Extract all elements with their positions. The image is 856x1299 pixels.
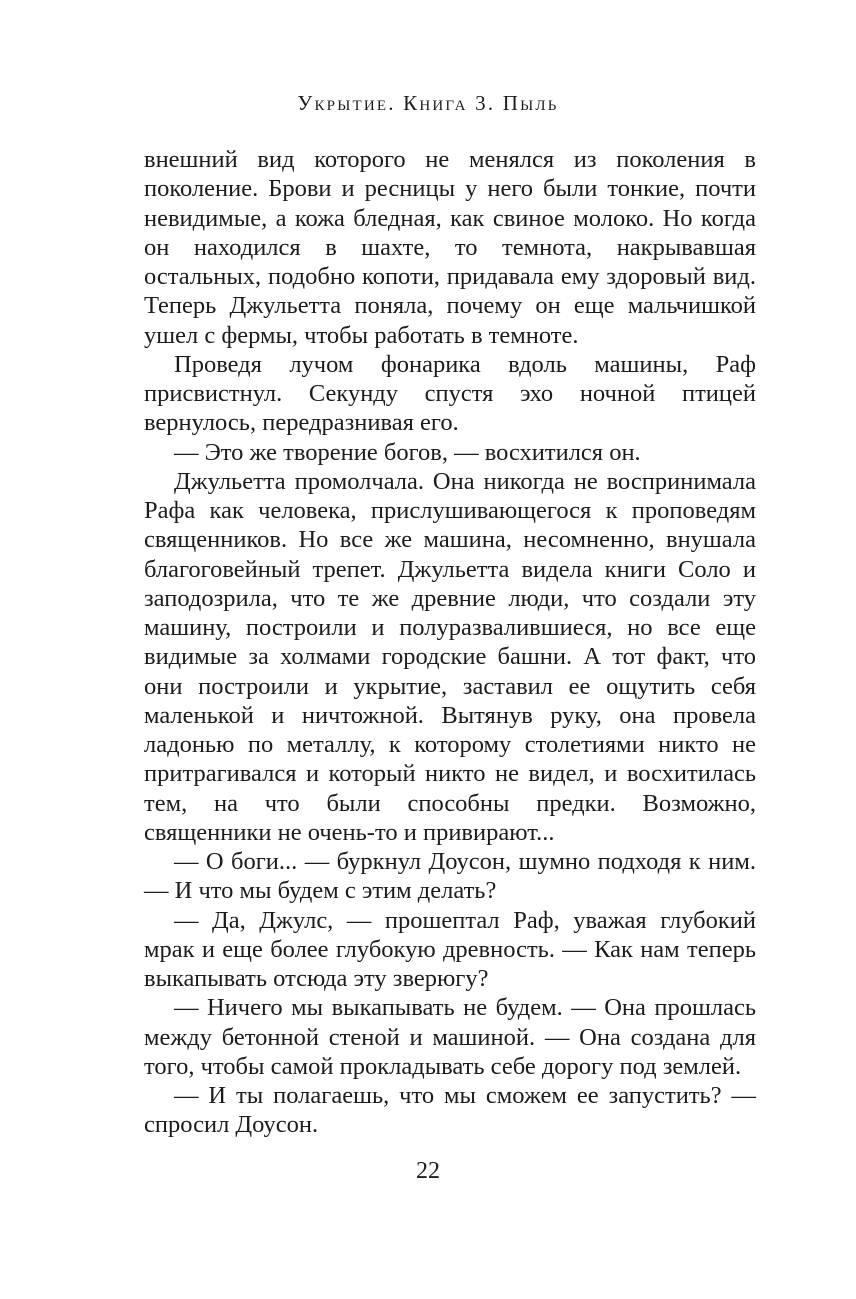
paragraph: — Да, Джулс, — прошептал Раф, уважая глубокий мрак и еще более глубокую древность. — Как нам теперь выкапывать отсюда эту зверюгу? [144,906,756,992]
paragraph: — О боги... — буркнул Доусон, шумно подходя к ним. — И что мы будем с этим делать? [144,848,756,905]
page-number: 22 [416,1158,440,1184]
paragraph: — Ничего мы выкапывать не будем. — Она прошлась между бетонной стеной и машиной. — Она создана для того, чтобы самой прокладывать себе дорогу под землей. [144,994,756,1080]
paragraph: — Это же творение богов, — восхитился он. [174,438,641,466]
paragraph: — И ты полагаешь, что мы сможем ее запустить? — спросил Доусон. [144,1082,756,1139]
paragraph: Джульетта промолчала. Она никогда не воспринимала Рафа как человека, прислушивающегося к проповедям священников. Но все же машина, несомненно, внушала благоговейный трепет. Джульетта видела книги Соло и заподозрила, что те же древние люди, что создали эту машину, построили и полуразвалившиеся, но все еще видимые за холмами городские башни. А тот факт, что они построили и укрытие, заставил ее ощутить себя маленькой и ничтожной. Вытянув руку, она провела ладонью по металлу, к которому столетиями никто не притрагивался и который никто не видел, и восхитилась тем, на что были способны предки. Возможно, священники не очень-то и привирают... [144,467,756,846]
running-head-title: Укрытие. Книга 3. Пыль [297,91,559,115]
body-text [144,145,756,1140]
paragraph: Проведя лучом фонарика вдоль машины, Раф присвистнул. Секунду спустя эхо ночной птицей вернулось, передразнивая его. [144,350,756,437]
paragraph: внешний вид которого не менялся из поколения в поколение. Брови и ресницы у него были тонкие, почти невидимые, а кожа бледная, как свиное молоко. Но когда он находился в шахте, то темнота, накрывавшая остальных, подобно копоти, придавала ему здоровый вид. Теперь Джульетта поняла, почему он еще мальчишкой ушел с фермы, чтобы работать в темноте. [144,146,756,349]
